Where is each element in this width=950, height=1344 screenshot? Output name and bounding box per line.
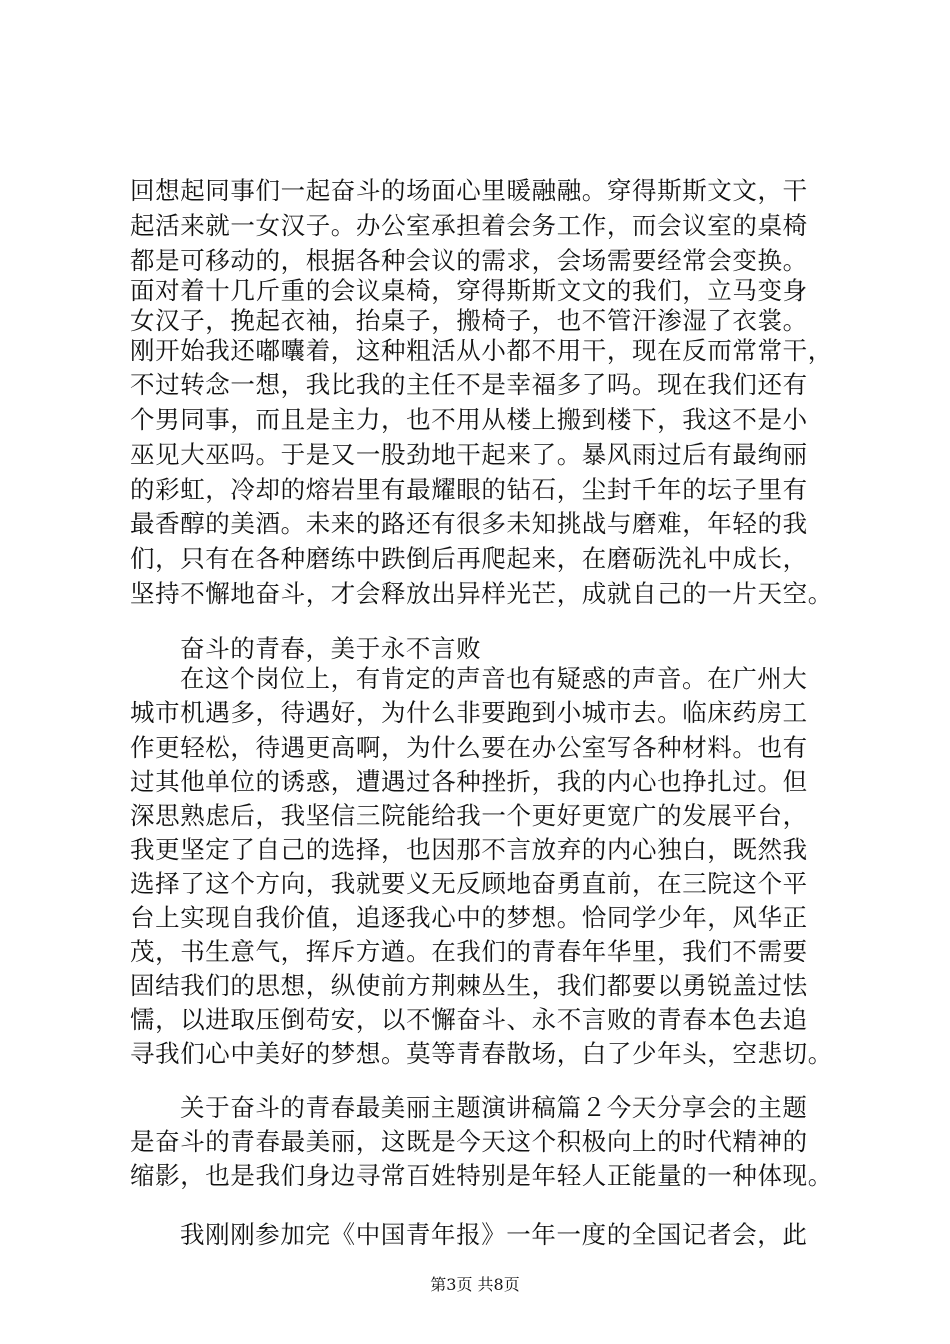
text-line: 都是可移动的，根据各种会议的需求，会场需要经常会变换。: [130, 246, 808, 275]
text-line: 懦，以进取压倒苟安，以不懈奋斗、永不言败的青春本色去追: [130, 1005, 808, 1034]
text-line: 缩影，也是我们身边寻常百姓特别是年轻人正能量的一种体现。: [130, 1161, 833, 1190]
text-line: 茂，书生意气，挥斥方遒。在我们的青春年华里，我们不需要: [130, 937, 808, 966]
page-footer: 第3页 共8页: [430, 1275, 520, 1294]
text-line: 面对着十几斤重的会议桌椅，穿得斯斯文文的我们，立马变身: [130, 276, 808, 305]
text-line: 过其他单位的诱惑，遭遇过各种挫折，我的内心也挣扎过。但: [130, 767, 808, 796]
text-line: 台上实现自我价值，追逐我心中的梦想。恰同学少年，风华正: [130, 903, 808, 932]
text-line: 回想起同事们一起奋斗的场面心里暖融融。穿得斯斯文文，干: [130, 176, 808, 205]
text-line: 寻我们心中美好的梦想。莫等青春散场，白了少年头，空悲切。: [130, 1039, 833, 1068]
text-line: 女汉子，挽起衣袖，抬桌子，搬椅子，也不管汗渗湿了衣裳。: [130, 306, 808, 335]
text-line: 是奋斗的青春最美丽，这既是今天这个积极向上的时代精神的: [130, 1127, 808, 1156]
text-line: 刚开始我还嘟囔着，这种粗活从小都不用干，现在反而常常干，: [130, 336, 833, 365]
section-heading: 奋斗的青春，美于永不言败: [180, 634, 482, 663]
text-line: 们，只有在各种磨练中跌倒后再爬起来，在磨砺洗礼中成长，: [130, 544, 808, 573]
text-line: 我刚刚参加完《中国青年报》一年一度的全国记者会，此: [180, 1220, 808, 1249]
text-line: 的彩虹，冷却的熔岩里有最耀眼的钻石，尘封千年的坛子里有: [130, 475, 808, 504]
text-line: 最香醇的美酒。未来的路还有很多未知挑战与磨难，年轻的我: [130, 509, 808, 538]
text-line: 固结我们的思想，纵使前方荆棘丛生，我们都要以勇锐盖过怯: [130, 971, 808, 1000]
text-line: 城市机遇多，待遇好，为什么非要跑到小城市去。临床药房工: [130, 698, 808, 727]
text-line: 我更坚定了自己的选择，也因那不言放弃的内心独白，既然我: [130, 835, 808, 864]
text-line: 坚持不懈地奋斗，才会释放出异样光芒，成就自己的一片天空。: [130, 579, 833, 608]
text-line: 个男同事，而且是主力，也不用从楼上搬到楼下，我这不是小: [130, 405, 808, 434]
text-line: 选择了这个方向，我就要义无反顾地奋勇直前，在三院这个平: [130, 869, 808, 898]
text-line: 不过转念一想，我比我的主任不是幸福多了吗。现在我们还有: [130, 370, 808, 399]
text-line: 深思熟虑后，我坚信三院能给我一个更好更宽广的发展平台，: [130, 801, 808, 830]
text-line: 作更轻松，待遇更高啊，为什么要在办公室写各种材料。也有: [130, 733, 808, 762]
text-line: 关于奋斗的青春最美丽主题演讲稿篇２今天分享会的主题: [180, 1093, 808, 1122]
text-line: 起活来就一女汉子。办公室承担着会务工作，而会议室的桌椅: [130, 211, 808, 240]
text-line: 巫见大巫吗。于是又一股劲地干起来了。暴风雨过后有最绚丽: [130, 440, 808, 469]
text-line: 在这个岗位上，有肯定的声音也有疑惑的声音。在广州大: [180, 664, 808, 693]
